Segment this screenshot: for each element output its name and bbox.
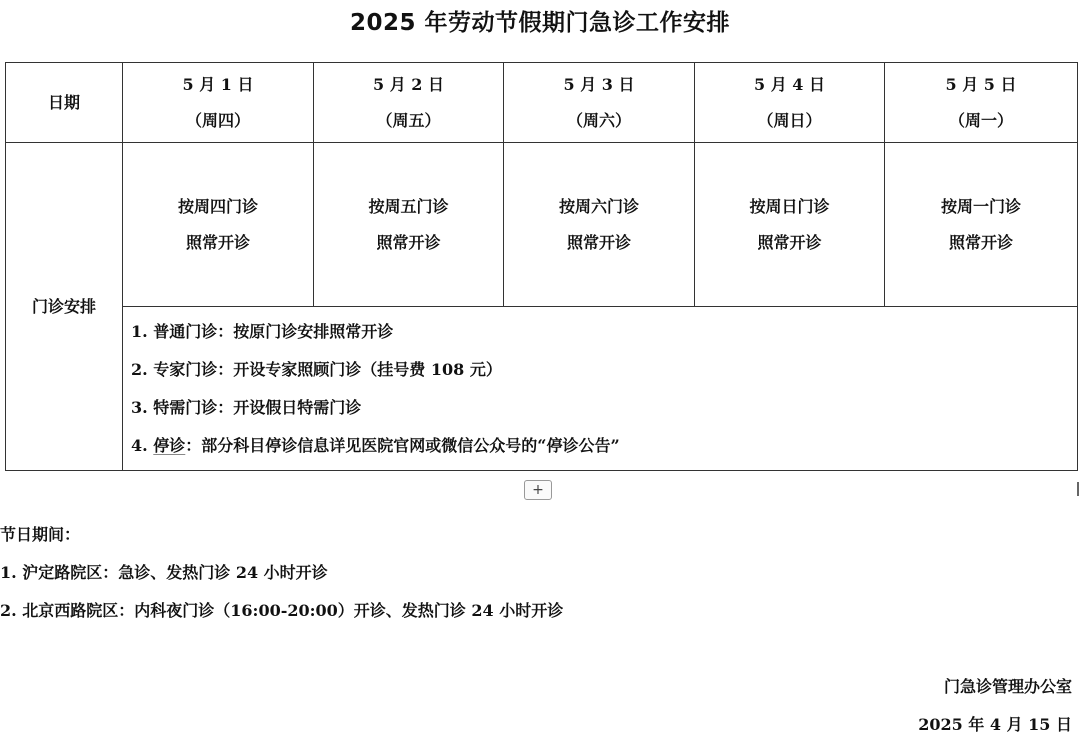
holiday-heading: 节日期间： (0, 525, 81, 544)
holiday-section (0, 520, 563, 634)
day-header (504, 63, 695, 143)
note-item (123, 427, 1077, 465)
notes-cell (123, 307, 1078, 471)
arrangement-line-2: 照常开诊 (566, 232, 631, 252)
note-number: 2. (131, 360, 148, 379)
holiday-item: 1. 沪定路院区：急诊、发热门诊 24 小时开诊 (0, 563, 328, 582)
arrangement-line-1: 按周日门诊 (749, 196, 830, 216)
day-weekday: （周五） (376, 110, 441, 130)
notes-row (6, 307, 1078, 471)
day-weekday: （周日） (757, 110, 822, 130)
arrangement-line-2: 照常开诊 (948, 232, 1013, 252)
day-arrangement (504, 143, 695, 307)
note-text: ：开设假日特需门诊 (217, 398, 362, 417)
day-date: 5 月 1 日 (182, 74, 254, 94)
document-title: 2025 年劳动节假期门急诊工作安排 (349, 10, 731, 36)
day-weekday: （周六） (566, 110, 631, 130)
note-item (123, 351, 1077, 389)
note-number: 4. (131, 436, 148, 455)
day-date: 5 月 4 日 (754, 74, 825, 94)
note-item (123, 389, 1077, 427)
holiday-item: 2. 北京西路院区：内科夜门诊（16:00-20:00）开诊、发热门诊 24 小时开诊 (0, 601, 564, 620)
issuing-office: 门急诊管理办公室 (943, 677, 1072, 696)
day-header (314, 63, 504, 143)
arrangement-line-1: 按周六门诊 (558, 196, 639, 216)
day-date: 5 月 3 日 (563, 74, 635, 94)
day-header (123, 63, 314, 143)
day-arrangement (314, 143, 504, 307)
day-weekday: （周一） (948, 110, 1013, 130)
note-number: 1. (131, 322, 148, 341)
row-header-clinic: 门诊安排 (6, 143, 123, 471)
day-weekday: （周四） (185, 110, 250, 130)
note-item (123, 313, 1077, 351)
issue-date: 2025 年 4 月 15 日 (918, 715, 1072, 734)
signoff (918, 672, 1072, 748)
note-number: 3. (131, 398, 148, 417)
arrangement-line-1: 按周四门诊 (177, 196, 258, 216)
arrangement-line-1: 按周一门诊 (940, 196, 1021, 216)
schedule-table (5, 62, 1078, 471)
arrangement-line-1: 按周五门诊 (368, 196, 449, 216)
arrangement-line-2: 照常开诊 (757, 232, 822, 252)
day-arrangement (885, 143, 1078, 307)
note-label: 普通门诊 (153, 322, 218, 341)
note-text: ：开设专家照顾门诊（挂号费 108 元） (217, 360, 502, 379)
date-header-row (6, 63, 1078, 143)
day-date: 5 月 2 日 (373, 74, 444, 94)
day-arrangement (123, 143, 314, 307)
note-text: ：按原门诊安排照常开诊 (217, 322, 394, 341)
note-label: 停诊 (153, 436, 186, 455)
note-label: 专家门诊 (153, 360, 218, 379)
add-row-button[interactable]: + (524, 480, 552, 500)
note-text: ：部分科目停诊信息详见医院官网或微信公众号的“停诊公告” (185, 436, 620, 455)
day-header (885, 63, 1078, 143)
arrangement-line-2: 照常开诊 (376, 232, 441, 252)
day-date: 5 月 5 日 (945, 74, 1017, 94)
note-label: 特需门诊 (153, 398, 218, 417)
arrangement-row (6, 143, 1078, 307)
arrangement-line-2: 照常开诊 (185, 232, 250, 252)
day-arrangement (695, 143, 885, 307)
row-header-date: 日期 (6, 63, 123, 143)
day-header (695, 63, 885, 143)
table-resize-handle[interactable] (1077, 482, 1079, 496)
